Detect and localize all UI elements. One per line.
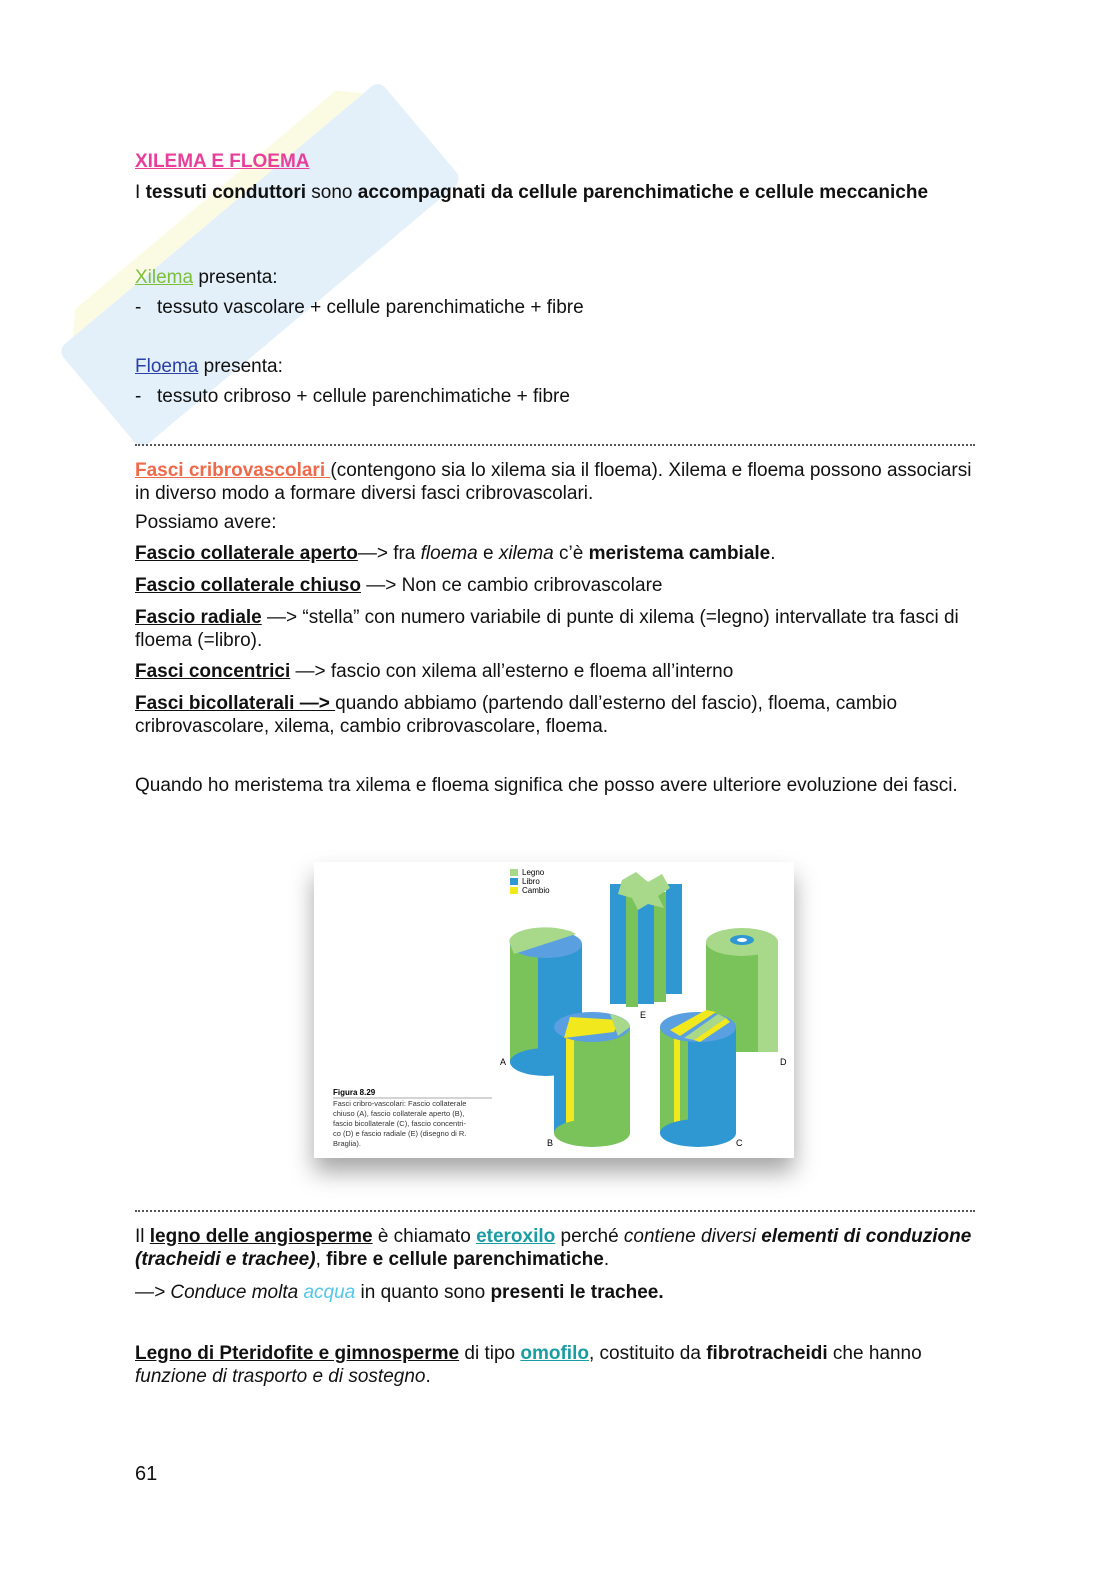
label-a: A xyxy=(500,1057,507,1067)
divider xyxy=(135,444,975,446)
acqua-line: —> Conduce molta acqua in quanto sono presenti le trachee. xyxy=(135,1282,664,1303)
divider xyxy=(135,1210,975,1212)
omofilo-link[interactable]: omofilo xyxy=(520,1343,589,1364)
type-concentrici: Fasci concentrici —> fascio con xilema all’esterno e floema all’interno xyxy=(135,661,734,682)
meristema-note: Quando ho meristema tra xilema e floema significa che posso avere ulteriore evoluzione dei fasci. xyxy=(135,775,958,796)
caption-title: Figura 8.29 xyxy=(333,1088,376,1097)
xilema-heading: Xilema presenta: xyxy=(135,267,278,288)
xilema-item: - tessuto vascolare + cellule parenchimatiche + fibre xyxy=(135,297,584,318)
type-aperto: Fascio collaterale aperto—> fra floema e xilema c’è meristema cambiale. xyxy=(135,543,776,564)
legend-swatch-legno xyxy=(510,869,518,876)
type-bicollaterali: Fasci bicollaterali —> quando abbiamo (partendo dall’esterno del fascio), floema, cambio cribrovascolare, xilema, cambio cribrovascolare, floema. xyxy=(135,693,898,737)
possiamo-text: Possiamo avere: xyxy=(135,512,277,533)
eteroxilo-link[interactable]: eteroxilo xyxy=(476,1226,556,1247)
intro-paragraph: I tessuti conduttori sono accompagnati da cellule parenchimatiche e cellule meccaniche xyxy=(135,182,929,203)
label-b: B xyxy=(547,1138,554,1148)
legend-swatch-libro xyxy=(510,878,518,885)
pteridofite-paragraph: Legno di Pteridofite e gimnosperme di tipo omofilo, costituito da fibrotracheidi che hanno funzione di trasporto e di sostegno. xyxy=(135,1343,922,1387)
caption-line: fascio bicollaterale (C), fascio concentri- xyxy=(333,1119,466,1128)
type-radiale: Fascio radiale —> “stella” con numero variabile di punte di xilema (=legno) intervallate tra fasci di floema (=libro). xyxy=(135,607,959,651)
caption-line: co (D) e fascio radiale (E) (disegno di R. xyxy=(333,1129,467,1138)
cylinder-c xyxy=(660,1010,736,1147)
legno-angiosperme: Il legno delle angiosperme è chiamato eteroxilo perché contiene diversi elementi di conduzione (tracheidi e trachee), fibre e cellule parenchimatiche. xyxy=(135,1226,972,1270)
page-number: 61 xyxy=(135,1463,158,1485)
legend-swatch-cambio xyxy=(510,887,518,894)
label-e: E xyxy=(640,1010,647,1020)
caption-line: Braglia). xyxy=(333,1139,361,1148)
caption-line: Fasci cribro-vascolari: Fascio collaterale xyxy=(333,1099,467,1108)
floema-item: - tessuto cribroso + cellule parenchimatiche + fibre xyxy=(135,386,570,407)
floema-heading: Floema presenta: xyxy=(135,356,283,377)
legend-libro: Libro xyxy=(522,877,540,886)
figure-illustration xyxy=(314,862,794,1158)
label-d: D xyxy=(780,1057,787,1067)
label-c: C xyxy=(736,1138,743,1148)
fasci-paragraph: Fasci cribrovascolari (contengono sia lo xilema sia il floema). Xilema e floema possono associarsi in diverso modo a formare diversi fasci cribrovascolari. xyxy=(135,460,972,504)
legend-legno: Legno xyxy=(522,868,545,877)
cylinder-e xyxy=(610,872,682,1007)
watermark-logo xyxy=(30,50,490,480)
cylinder-b xyxy=(554,1012,630,1147)
section-title: XILEMA E FLOEMA xyxy=(135,151,310,172)
legend-cambio: Cambio xyxy=(522,886,550,895)
type-chiuso: Fascio collaterale chiuso —> Non ce cambio cribrovascolare xyxy=(135,575,663,596)
figure-fasci-cribrovascolari xyxy=(314,862,794,1158)
caption-line: chiuso (A), fascio collaterale aperto (B), xyxy=(333,1109,465,1118)
